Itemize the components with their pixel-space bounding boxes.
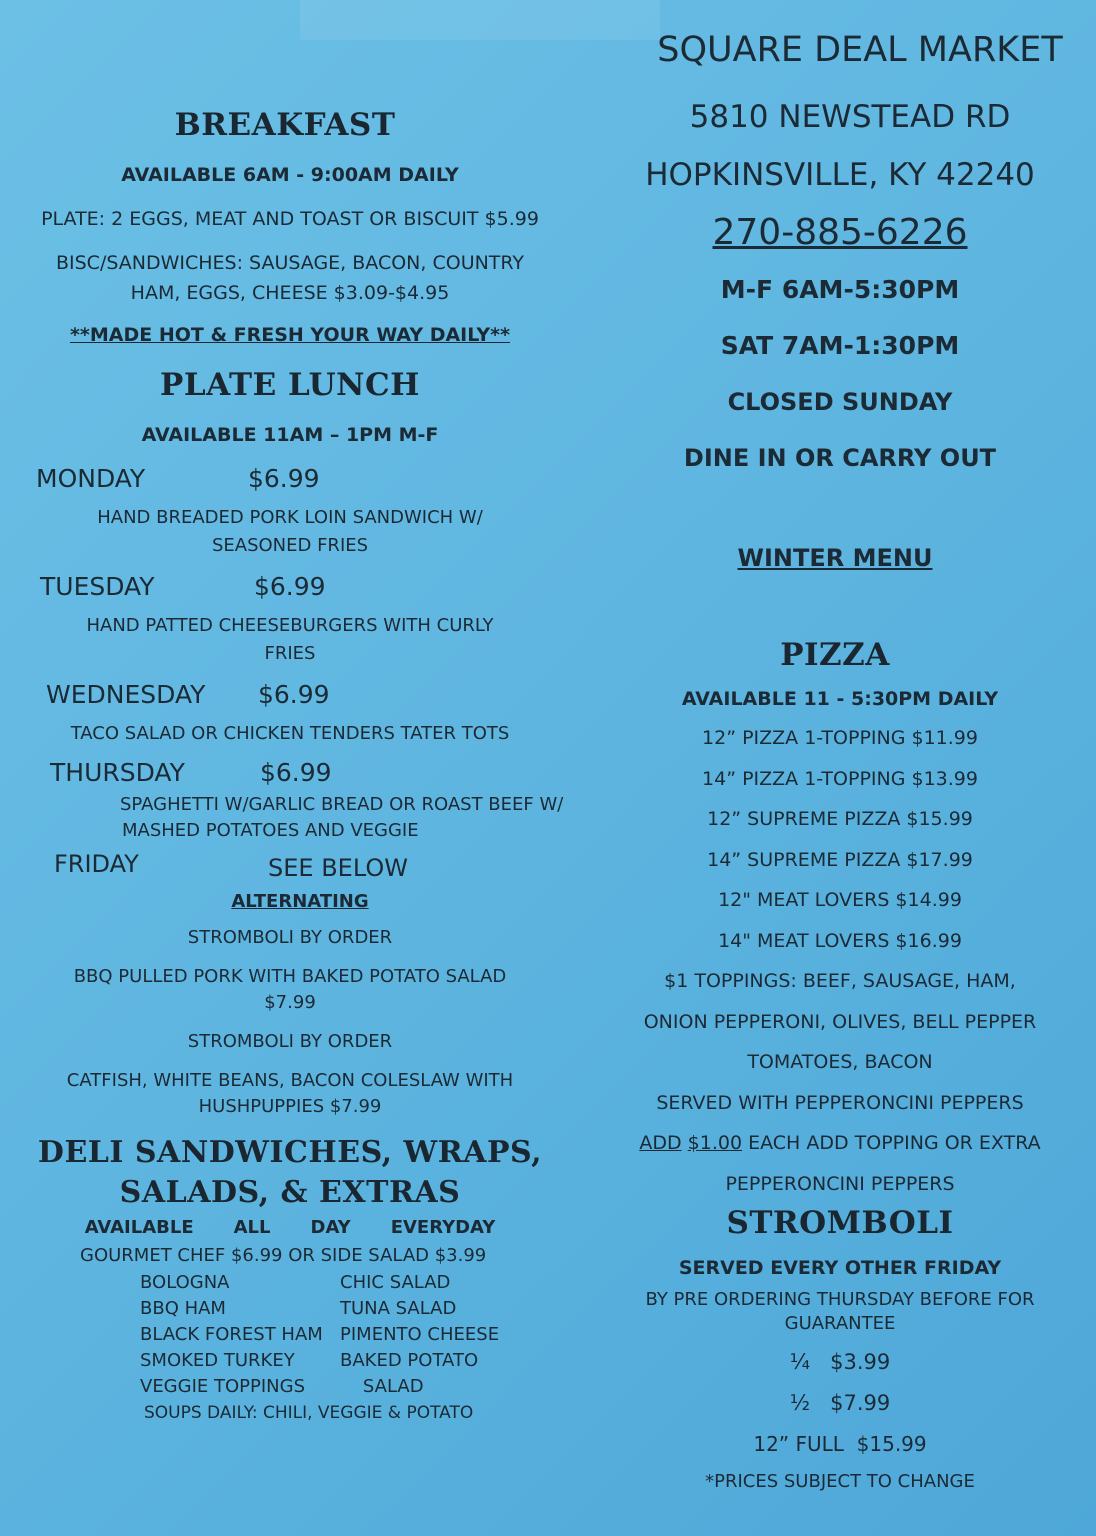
right-column <box>600 20 1080 1499</box>
deli-item: BAKED POTATO <box>340 1350 479 1371</box>
pizza-section <box>600 630 1080 1204</box>
friday-note: SEE BELOW <box>268 854 408 882</box>
day-name: WEDNESDAY <box>46 680 206 709</box>
day-desc: TACO SALAD OR CHICKEN TENDERS TATER TOTS <box>70 723 510 744</box>
day-row-monday <box>10 464 570 498</box>
pizza-item: 14” PIZZA 1-TOPPING $13.99 <box>702 767 978 790</box>
stromboli-title: STROMBOLI <box>726 1205 954 1241</box>
soups-line: SOUPS DAILY: CHILI, VEGGIE & POTATO <box>144 1403 474 1423</box>
alt-item: STROMBOLI BY ORDER <box>187 927 393 948</box>
deli-item: PIMENTO CHEESE <box>340 1324 500 1345</box>
deli-item: BOLOGNA <box>140 1272 230 1293</box>
closed-sunday: CLOSED SUNDAY <box>727 388 953 416</box>
pizza-item: 12” PIZZA 1-TOPPING $11.99 <box>702 727 978 749</box>
deli-item: BLACK FOREST HAM <box>140 1324 323 1345</box>
dine-carry: DINE IN OR CARRY OUT <box>683 444 997 472</box>
avail-word: ALL <box>233 1217 271 1238</box>
stromboli-preorder-line1: BY PRE ORDERING THURSDAY BEFORE FOR <box>645 1289 1035 1310</box>
deli-item: TUNA SALAD <box>340 1298 457 1319</box>
day-price: $6.99 <box>254 572 326 601</box>
day-desc: FRIES <box>264 643 316 664</box>
avail-word: EVERYDAY <box>390 1217 496 1238</box>
deli-items-grid <box>140 1270 570 1400</box>
avail-word: DAY <box>310 1217 351 1238</box>
store-phone[interactable]: 270-885-6226 <box>712 212 968 253</box>
deli-item: VEGGIE TOPPINGS <box>140 1376 306 1397</box>
alt-item: STROMBOLI BY ORDER <box>187 1031 393 1052</box>
alt-item: CATFISH, WHITE BEANS, BACON COLESLAW WITH <box>66 1070 514 1091</box>
stromboli-preorder-line2: GUARANTEE <box>784 1313 896 1334</box>
pizza-add-topping <box>600 1123 1080 1164</box>
gourmet-line: GOURMET CHEF $6.99 OR SIDE SALAD $3.99 <box>80 1245 487 1266</box>
alternating-label: ALTERNATING <box>231 891 369 912</box>
winter-menu-title: WINTER MENU <box>737 544 933 572</box>
day-row-tuesday <box>10 572 570 606</box>
deli-section <box>10 1134 570 1426</box>
pizza-title: PIZZA <box>780 637 890 673</box>
plate-lunch-section <box>10 350 570 1120</box>
plate-lunch-hours: AVAILABLE 11AM – 1PM M-F <box>141 424 439 446</box>
store-address-line2: HOPKINSVILLE, KY 42240 <box>645 157 1035 193</box>
add-price: $1.00 <box>687 1132 743 1154</box>
day-price: $6.99 <box>258 680 330 709</box>
made-hot-note: **MADE HOT & FRESH YOUR WAY DAILY** <box>69 324 511 346</box>
day-name: FRIDAY <box>54 850 139 878</box>
avail-word: AVAILABLE <box>84 1217 194 1238</box>
add-rest: EACH ADD TOPPING OR EXTRA <box>742 1132 1041 1154</box>
day-desc: SEASONED FRIES <box>211 535 369 556</box>
day-name: THURSDAY <box>50 758 185 787</box>
deli-item: SMOKED TURKEY <box>140 1350 295 1371</box>
hours-weekday: M-F 6AM-5:30PM <box>720 275 960 304</box>
day-desc: MASHED POTATOES AND VEGGIE <box>122 820 419 841</box>
store-address-line1: 5810 NEWSTEAD RD <box>689 99 1011 135</box>
hours-saturday: SAT 7AM-1:30PM <box>720 331 960 360</box>
pizza-item: 14" MEAT LOVERS $16.99 <box>718 929 962 952</box>
deli-title-line1: DELI SANDWICHES, WRAPS, <box>37 1135 543 1170</box>
stromboli-size: 12” FULL $15.99 <box>753 1432 927 1456</box>
deli-availability <box>10 1214 570 1242</box>
day-row-thursday <box>10 758 570 792</box>
alt-item: BBQ PULLED PORK WITH BAKED POTATO SALAD <box>73 966 507 987</box>
stromboli-served: SERVED EVERY OTHER FRIDAY <box>678 1257 1002 1279</box>
breakfast-bisc-line1: BISC/SANDWICHES: SAUSAGE, BACON, COUNTRY <box>55 252 525 274</box>
pizza-toppings: $1 TOPPINGS: BEEF, SAUSAGE, HAM, <box>664 970 1016 992</box>
left-column <box>10 90 570 1426</box>
pizza-hours: AVAILABLE 11 - 5:30PM DAILY <box>681 688 999 710</box>
day-row-friday <box>10 850 570 884</box>
breakfast-title: BREAKFAST <box>174 107 396 143</box>
pizza-toppings: TOMATOES, BACON <box>747 1051 933 1073</box>
breakfast-bisc-line2: HAM, EGGS, CHEESE $3.09-$4.95 <box>130 282 450 304</box>
stromboli-size: ½ $7.99 <box>789 1391 891 1415</box>
pizza-item: 14” SUPREME PIZZA $17.99 <box>707 848 973 871</box>
price-disclaimer: *PRICES SUBJECT TO CHANGE <box>705 1471 975 1492</box>
breakfast-hours: AVAILABLE 6AM - 9:00AM DAILY <box>121 164 459 186</box>
pizza-add-line2: PEPPERONCINI PEPPERS <box>725 1172 955 1195</box>
stromboli-size: ¼ $3.99 <box>789 1350 891 1374</box>
day-price: $6.99 <box>260 758 332 787</box>
plate-lunch-title: PLATE LUNCH <box>160 367 420 403</box>
pizza-item: 12" MEAT LOVERS $14.99 <box>718 889 962 911</box>
stromboli-section <box>600 1204 1080 1499</box>
breakfast-section <box>10 90 570 350</box>
day-row-wednesday <box>10 680 570 714</box>
deli-item: BBQ HAM <box>140 1298 226 1319</box>
pizza-item: 12” SUPREME PIZZA $15.99 <box>707 808 973 830</box>
day-name: TUESDAY <box>40 572 155 601</box>
pizza-served-with: SERVED WITH PEPPERONCINI PEPPERS <box>656 1091 1024 1114</box>
deli-title-line2: SALADS, & EXTRAS <box>119 1175 461 1210</box>
add-word: ADD <box>639 1132 682 1154</box>
store-header <box>600 20 1080 586</box>
day-desc: HAND BREADED PORK LOIN SANDWICH W/ <box>97 507 483 528</box>
day-name: MONDAY <box>36 464 146 493</box>
pizza-toppings: ONION PEPPERONI, OLIVES, BELL PEPPER <box>643 1010 1037 1033</box>
alt-item: HUSHPUPPIES $7.99 <box>198 1096 382 1117</box>
deli-item: SALAD <box>340 1376 424 1397</box>
day-price: $6.99 <box>248 464 320 493</box>
deli-item: CHIC SALAD <box>340 1272 451 1293</box>
breakfast-plate: PLATE: 2 EGGS, MEAT AND TOAST OR BISCUIT $5.99 <box>41 208 539 230</box>
store-name: SQUARE DEAL MARKET <box>657 30 1063 70</box>
alt-item: $7.99 <box>264 992 316 1013</box>
day-desc: HAND PATTED CHEESEBURGERS WITH CURLY <box>86 615 494 636</box>
day-desc: SPAGHETTI W/GARLIC BREAD OR ROAST BEEF W/ <box>120 794 564 815</box>
